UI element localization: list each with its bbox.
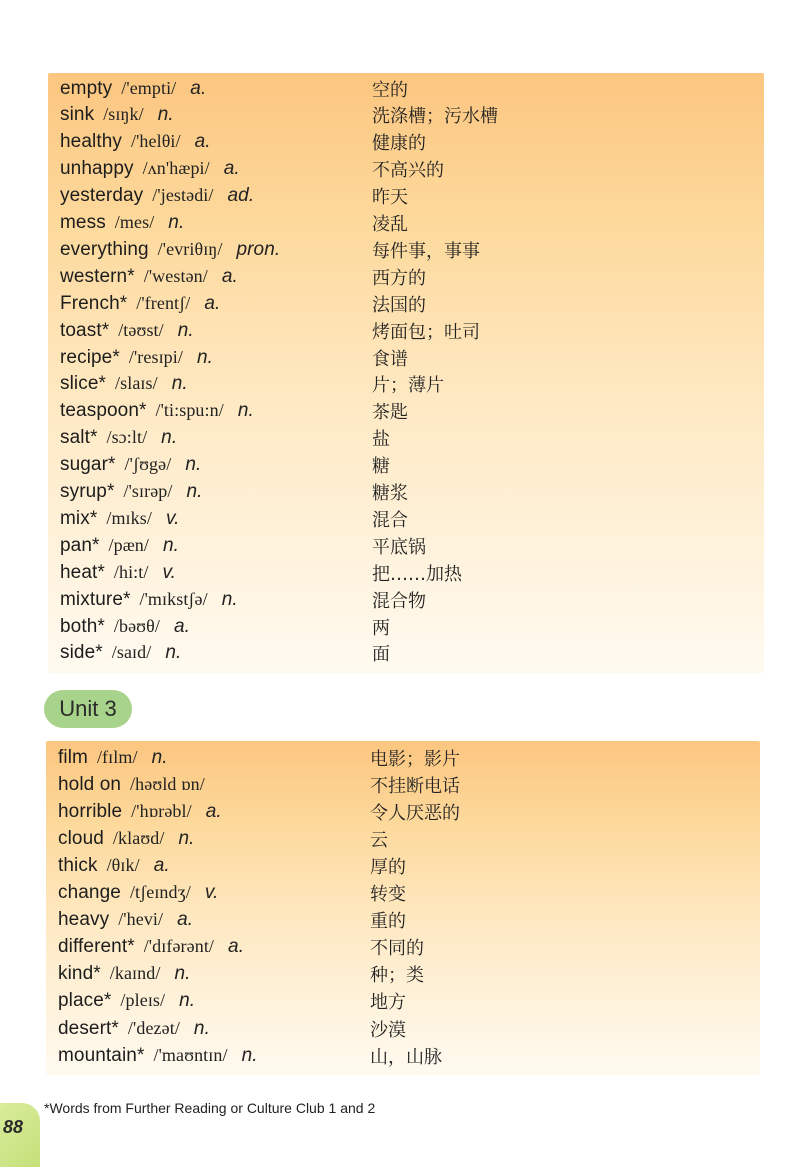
entry-english	[60, 427, 360, 449]
entry-word: recipe*	[60, 346, 120, 368]
entry-english	[60, 589, 360, 611]
entry-pronunciation: /'maʊntɪn/	[153, 1044, 228, 1065]
entry-meaning: 两	[372, 617, 390, 639]
entry-word: everything	[60, 238, 149, 260]
entry-meaning: 云	[370, 829, 388, 851]
entry-word: mix*	[60, 507, 98, 529]
entry-pronunciation: /kaɪnd/	[109, 963, 161, 984]
vocabulary-entry	[60, 613, 764, 640]
entry-part-of-speech: n.	[157, 104, 174, 126]
entry-part-of-speech: a.	[153, 854, 170, 876]
entry-part-of-speech: a.	[173, 615, 191, 637]
entry-pronunciation: /'evriθɪŋ/	[157, 238, 223, 259]
entry-word: different*	[58, 936, 135, 958]
entry-meaning: 令人厌恶的	[370, 802, 460, 824]
entry-english	[60, 481, 360, 503]
entry-word: sugar*	[60, 454, 116, 476]
entry-part-of-speech: a.	[205, 800, 222, 822]
entry-part-of-speech: n.	[185, 454, 202, 476]
entry-meaning: 不高兴的	[372, 160, 444, 182]
entry-word: mountain*	[58, 1044, 145, 1066]
vocabulary-entry	[60, 210, 764, 237]
entry-meaning: 每件事，事事	[372, 240, 480, 262]
entry-part-of-speech: n.	[186, 481, 203, 502]
vocabulary-entry	[60, 425, 764, 452]
entry-pronunciation: /mes/	[114, 212, 155, 232]
entry-part-of-speech: a.	[228, 936, 245, 958]
vocabulary-entry	[60, 317, 764, 344]
entry-english	[60, 347, 360, 369]
vocabulary-entry	[58, 852, 760, 879]
entry-english	[58, 801, 358, 823]
entry-meaning: 重的	[370, 911, 406, 933]
entry-word: heat*	[60, 561, 105, 583]
entry-english	[60, 212, 360, 234]
entry-word: heavy	[58, 909, 110, 931]
vocabulary-entry	[60, 640, 764, 667]
entry-word: both*	[60, 615, 105, 637]
entry-english	[60, 562, 360, 584]
entry-part-of-speech: n.	[161, 427, 178, 449]
entry-meaning: 烤面包；吐司	[372, 321, 480, 343]
vocabulary-entry	[60, 102, 764, 129]
vocabulary-entry	[60, 75, 764, 102]
entry-english	[60, 400, 360, 422]
entry-pronunciation: /sɪŋk/	[103, 104, 144, 125]
entry-part-of-speech: pron.	[236, 238, 281, 260]
entry-meaning: 混合	[372, 509, 408, 531]
vocabulary-entry	[58, 961, 760, 988]
entry-english	[60, 293, 360, 315]
entry-word: healthy	[60, 131, 122, 153]
vocabulary-entry	[60, 532, 764, 559]
entry-meaning: 西方的	[372, 267, 426, 289]
entry-pronunciation: /'frentʃ/	[136, 292, 191, 313]
entry-meaning: 山，山脉	[370, 1046, 442, 1068]
entry-part-of-speech: n.	[196, 346, 214, 368]
entry-word: unhappy	[60, 158, 134, 180]
entry-meaning: 健康的	[372, 133, 426, 155]
entry-meaning: 不同的	[370, 938, 424, 960]
entry-meaning: 食谱	[372, 348, 408, 370]
entry-pronunciation: /'resɪpi/	[128, 346, 183, 367]
entry-word: side*	[60, 642, 103, 664]
entry-word: teaspoon*	[60, 400, 147, 422]
entry-pronunciation: /'helθi/	[130, 131, 181, 152]
entry-english	[60, 158, 360, 180]
entry-word: place*	[58, 990, 112, 1012]
entry-meaning: 盐	[372, 429, 390, 451]
entry-word: film	[58, 746, 88, 768]
entry-pronunciation: /sɔ:lt/	[106, 427, 148, 448]
entry-part-of-speech: n.	[163, 534, 180, 556]
vocabulary-entry	[60, 344, 764, 371]
entry-english	[60, 508, 360, 530]
entry-meaning: 混合物	[372, 590, 426, 612]
entry-part-of-speech: v.	[162, 561, 177, 583]
entry-english	[58, 1045, 358, 1067]
entry-english	[58, 990, 358, 1012]
entry-word: horrible	[58, 800, 123, 822]
entry-part-of-speech: n.	[171, 373, 188, 395]
entry-pronunciation: /'hɒrəbl/	[131, 800, 192, 821]
entry-meaning: 糖浆	[372, 483, 408, 504]
entry-english	[58, 855, 358, 877]
entry-part-of-speech: a.	[204, 292, 221, 314]
entry-pronunciation: /hi:t/	[113, 561, 149, 582]
entry-word: slice*	[60, 373, 107, 395]
entry-part-of-speech: n.	[221, 588, 238, 610]
vocabulary-entry	[60, 586, 764, 613]
entry-english	[58, 747, 358, 769]
entry-part-of-speech: n.	[177, 319, 194, 341]
entry-english	[60, 104, 360, 126]
entry-pronunciation: /saɪd/	[111, 642, 152, 663]
entry-english	[60, 642, 360, 664]
entry-word: syrup*	[60, 481, 115, 502]
entry-pronunciation: /tʃeɪndʒ/	[129, 882, 191, 902]
entry-english	[58, 1018, 358, 1040]
vocabulary-entry	[60, 398, 764, 425]
entry-pronunciation: /'ti:spu:n/	[155, 400, 224, 421]
entry-word: sink	[60, 104, 95, 126]
entry-english	[58, 774, 358, 796]
entry-pronunciation: /'hevi/	[118, 909, 164, 930]
entry-part-of-speech: v.	[204, 882, 219, 903]
vocabulary-entry	[58, 825, 760, 852]
entry-meaning: 不挂断电话	[370, 775, 460, 797]
entry-word: cloud	[58, 827, 104, 849]
entry-pronunciation: /'mɪkstʃə/	[139, 588, 208, 609]
entry-part-of-speech: ad.	[227, 185, 255, 207]
entry-part-of-speech: a.	[223, 158, 240, 180]
entry-word: pan*	[60, 534, 100, 556]
entry-pronunciation: /fɪlm/	[96, 746, 138, 767]
page-number: 88	[3, 1117, 24, 1137]
entry-part-of-speech: a.	[194, 131, 211, 153]
entry-meaning: 法国的	[372, 294, 426, 316]
entry-word: western*	[60, 265, 135, 287]
entry-pronunciation: /mɪks/	[106, 507, 152, 528]
entry-word: thick	[58, 854, 98, 876]
unit2-vocabulary-panel	[48, 73, 764, 673]
entry-part-of-speech: n.	[178, 827, 195, 849]
entry-meaning: 片；薄片	[372, 375, 444, 397]
entry-english	[60, 266, 360, 288]
entry-word: hold on	[58, 773, 122, 795]
entry-english	[60, 185, 360, 207]
vocabulary-entry	[58, 798, 760, 825]
entry-part-of-speech: n.	[241, 1044, 258, 1066]
entry-pronunciation: /slaɪs/	[115, 373, 158, 394]
entry-word: empty	[60, 77, 113, 99]
entry-pronunciation: /ʌn'hæpi/	[142, 158, 210, 179]
entry-pronunciation: /'ʃʊgə/	[124, 454, 172, 475]
entry-meaning: 电影；影片	[370, 748, 460, 770]
entry-meaning: 转变	[370, 884, 406, 905]
entry-meaning: 糖	[372, 456, 390, 478]
vocabulary-entry	[60, 263, 764, 290]
vocabulary-entry	[60, 559, 764, 586]
entry-part-of-speech: n.	[168, 212, 185, 233]
entry-word: mess	[60, 212, 106, 233]
entry-pronunciation: /klaʊd/	[112, 827, 165, 848]
vocabulary-entry	[60, 129, 764, 156]
entry-word: mixture*	[60, 588, 131, 610]
entry-meaning: 种；类	[370, 965, 424, 987]
entry-english	[60, 320, 360, 342]
entry-part-of-speech: n.	[237, 400, 254, 422]
unit3-vocabulary-panel	[46, 741, 760, 1075]
entry-meaning: 地方	[370, 992, 406, 1014]
entry-part-of-speech: a.	[177, 909, 194, 931]
entry-pronunciation: /həʊld ɒn/	[130, 773, 205, 794]
vocabulary-entry	[60, 236, 764, 263]
entry-english	[60, 535, 360, 557]
vocabulary-entry	[58, 744, 760, 771]
entry-word: kind*	[58, 963, 101, 985]
entry-english	[60, 454, 360, 476]
vocabulary-entry	[60, 505, 764, 532]
entry-pronunciation: /bəʊθ/	[113, 615, 160, 636]
entry-pronunciation: /təʊst/	[118, 319, 164, 340]
entry-part-of-speech: n.	[151, 746, 168, 768]
vocabulary-entry	[58, 988, 760, 1015]
entry-part-of-speech: n.	[179, 990, 196, 1012]
entry-pronunciation: /'dɪfərənt/	[143, 936, 215, 957]
entry-english	[60, 373, 360, 395]
entry-pronunciation: /pæn/	[108, 534, 150, 555]
entry-english	[60, 131, 360, 153]
entry-pronunciation: /'sɪrəp/	[123, 481, 173, 501]
entry-english	[58, 828, 358, 850]
entry-meaning: 洗涤槽；污水槽	[372, 106, 498, 128]
unit3-heading: Unit 3	[44, 690, 132, 728]
vocabulary-entry	[60, 290, 764, 317]
vocabulary-entry	[58, 1042, 760, 1069]
vocabulary-entry	[58, 1015, 760, 1042]
entry-part-of-speech: n.	[193, 1017, 210, 1039]
vocabulary-entry	[58, 934, 760, 961]
entry-word: French*	[60, 292, 128, 314]
entry-pronunciation: /'dezət/	[127, 1017, 180, 1038]
entry-english	[58, 909, 358, 931]
entry-meaning: 平底锅	[372, 536, 426, 558]
entry-meaning: 沙漠	[370, 1019, 406, 1041]
vocabulary-entry	[58, 880, 760, 907]
entry-part-of-speech: v.	[165, 507, 180, 529]
vocabulary-entry	[60, 452, 764, 479]
entry-part-of-speech: n.	[165, 642, 182, 664]
entry-meaning: 茶匙	[372, 402, 408, 424]
vocabulary-entry	[60, 183, 764, 210]
vocabulary-entry	[60, 371, 764, 398]
entry-part-of-speech: a.	[190, 77, 207, 99]
vocabulary-entry	[60, 479, 764, 506]
entry-english	[58, 882, 358, 904]
entry-meaning: 凌乱	[372, 214, 408, 235]
entry-pronunciation: /'jestədi/	[152, 185, 214, 206]
vocabulary-entry	[60, 156, 764, 183]
entry-word: yesterday	[60, 185, 144, 207]
entry-meaning: 厚的	[370, 856, 406, 878]
entry-pronunciation: /'westən/	[143, 265, 208, 286]
entry-pronunciation: /pleɪs/	[120, 990, 166, 1011]
entry-word: desert*	[58, 1017, 119, 1039]
entry-pronunciation: /θɪk/	[106, 854, 140, 875]
vocabulary-entry	[58, 907, 760, 934]
entry-english	[58, 936, 358, 958]
entry-meaning: 昨天	[372, 187, 408, 209]
entry-meaning: 空的	[372, 79, 408, 101]
footnote: *Words from Further Reading or Culture Club 1 and 2	[44, 1100, 376, 1116]
entry-word: toast*	[60, 319, 110, 341]
entry-english	[60, 616, 360, 638]
entry-word: salt*	[60, 427, 98, 449]
entry-word: change	[58, 882, 121, 903]
entry-part-of-speech: n.	[174, 963, 191, 985]
entry-meaning: 面	[372, 644, 390, 666]
entry-english	[60, 78, 360, 100]
entry-meaning: 把……加热	[372, 563, 462, 585]
entry-english	[58, 963, 358, 985]
vocabulary-entry	[58, 771, 760, 798]
entry-pronunciation: /'empti/	[121, 77, 177, 98]
entry-part-of-speech: a.	[221, 265, 238, 287]
entry-english	[60, 239, 360, 261]
